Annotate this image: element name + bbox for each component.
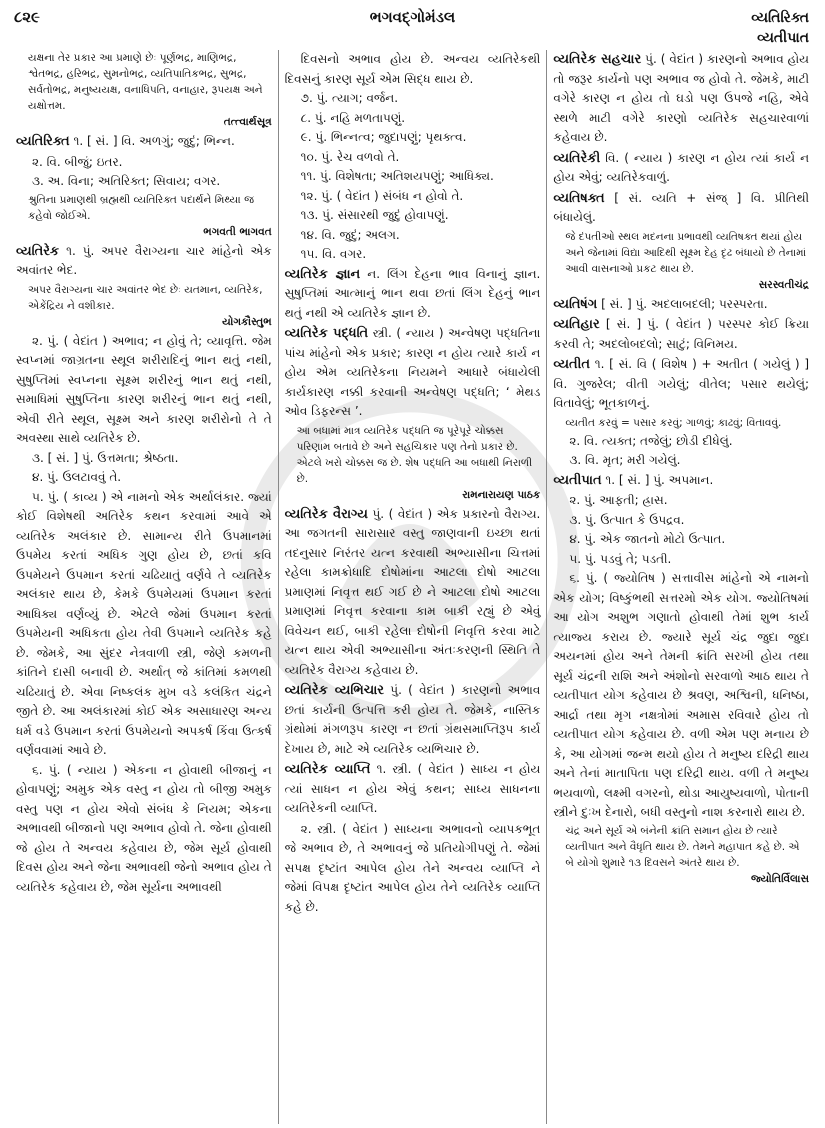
headword: વ્યતિરેક વ્યભિચાર xyxy=(284,683,385,698)
sense-definition: ૨. સ્ત્રી. ( વેદાંત ) સાધ્યના અભાવનો વ્યાપકભૂત જે અભાવ છે, તે અભાવનું જે પ્રતિયોગીપણું તે. જેમાં સપક્ષ દૃષ્ટાંત આપેલ હોય તેને અન્વય વ્યાપ્તિ ને જેમાં વિપક્ષ દૃષ્ટાંત આપેલ હોય તેને વ્યતિરેક વ્યાપ્તિ કહે છે. xyxy=(284,821,541,914)
dictionary-entry xyxy=(553,50,809,148)
definition-text: પું. ( વેદાંત ) કારણનો અભાવ છતાં કાર્યની ઉત્પત્તિ કરી હોય તે. જેમકે, નાસ્તિક ગ્રંથોમાં મંગળરૂપ કારણ ન છતાં ગ્રંથસમાપ્તિરૂપ કાર્ય દેખાય છે, માટે એ વ્યતિરેક વ્યભિચાર છે. xyxy=(284,683,541,756)
definition-text: [ સં. ] પું. ( વેદાંત ) પરસ્પર કોઈ ક્રિયા કરવી તે; અદલોબદલો; સાટું; વિનિમય. xyxy=(553,317,810,351)
definition-text: ૧. પું. અપર વૈરાગ્યના ચાર માંહેનો એક અવાંતર ભેદ. xyxy=(16,243,272,277)
sense-definition: ૧૫. વિ. વગર. xyxy=(300,247,367,261)
column-right xyxy=(546,50,815,1124)
text-columns xyxy=(10,50,815,1124)
sense-definition: ૫. પું. પડવું તે; પડતી. xyxy=(569,551,672,566)
dictionary-entry xyxy=(285,505,541,681)
dictionary-entry xyxy=(16,242,272,281)
headword: વ્યતિરેક વ્યાપ્તિ xyxy=(284,762,371,777)
quotation: ચંદ્ર અને સૂર્ય એ બંનેની ક્રાંતિ સમાન હોય છે ત્યારે વ્યતીપાત અને વૈધૃતિ થાય છે. તેમને મહાપાત કહે છે. એ બે યોગો શુમારે ૧૩ દિવસને અંતરે થાય છે. xyxy=(565,824,800,869)
sense-definition: ૩. અ. વિના; અતિરિક્ત; સિવાય; વગર. xyxy=(32,174,221,188)
headword: વ્યતિરેકી xyxy=(553,150,601,166)
sense-definition: ૨. પું. ( વેદાંત ) અભાવ; ન હોવું તે; વ્યાવૃત્તિ. જેમ સ્વપ્નમાં જાગ્રતના સ્થૂલ શરીરાદિનું ભાન થતું નથી, સુષુપ્તિમાં સ્વપ્નના સૂક્ષ્મ શરીરનું ભાન થતું નથી, સમાધિમાં સુષુપ્તિના કારણ શરીરનું ભાન થતું નથી, એવી રીતે સ્થૂલ, સૂક્ષ્મ અને કારણ શરીરોનો તે તે અવસ્થા સાથે વ્યતિરેક છે. xyxy=(16,333,272,445)
dictionary-entry xyxy=(285,760,541,819)
headword: વ્યતિરેક જ્ઞાન xyxy=(284,266,361,282)
column-middle xyxy=(278,50,547,1124)
page-number: ૮૨૯ xyxy=(14,8,40,26)
guide-words xyxy=(751,8,809,48)
dictionary-entry xyxy=(553,189,809,228)
headword: વ્યતિષંગ xyxy=(553,296,598,312)
sense-definition: દિવસનો અભાવ હોય છે. અન્વય વ્યતિરેકથી દિવસનું કારણ સૂર્ય એમ સિદ્ધ થાય છે. xyxy=(284,52,541,86)
sense-definition: ૧૨. પું. ( વેદાંત ) સંબંધ ન હોવો તે. xyxy=(300,188,464,203)
sense-definition: ૮. પું. નહિ મળતાપણું. xyxy=(300,110,406,125)
definition-text: ૧. સ્ત્રી. ( વેદાંત ) સાધ્ય ન હોય ત્યાં સાધન ન હોય એવું કથન; સાધ્ય સાધનના વ્યતિરેકની વ્યાપ્તિ. xyxy=(284,762,541,815)
headword: વ્યતિરેક પદ્ધતિ xyxy=(284,326,369,341)
quotation: યક્ષના તેર પ્રકાર આ પ્રમાણે છેઃ પૂર્ણભદ્ર, માણિભદ્ર, શ્વેતભદ્ર, હરિભદ્ર, સુમનોભદ્ર, વ્યતિપાતિકભદ્ર, સુભદ્ર, સર્વતોભદ્ર, મનુષ્યયક્ષ, વનાધિપતિ, વનાહાર, રૂપયક્ષ અને યક્ષોત્તમ. xyxy=(28,52,263,112)
definition-text: ન. લિંગ દેહના ભાવ વિનાનું જ્ઞાન. સુષુપ્તિમાં આત્માનું ભાન થવા છતાં લિંગ દેહનું ભાન થતું નથી એ વ્યતિરેક જ્ઞાન છે. xyxy=(284,266,541,320)
definition-text: [ સં. ] પું. અદલાબદલી; પરસ્પરતા. xyxy=(601,296,768,311)
quotation: જે દંપતીઓ સ્થલ મદનના પ્રભાવથી વ્યતિષક્ત થયાં હોય અને જેનામાં વિદ્યા આદિથી સૂક્ષ્મ દેહ દૃઢ બંધાયો છે તેનામાં આવી વાસનાઓ પ્રકટ થાય છે. xyxy=(565,230,807,275)
quotation-source: ભગવતી ભાગવત xyxy=(203,225,272,238)
quotation: વ્યતીત કરવું = પસાર કરવું; ગાળવું; કાઢવું; વિતાવવું. xyxy=(565,416,782,429)
dictionary-entry xyxy=(553,149,809,188)
dictionary-entry xyxy=(553,355,809,414)
quotation: અપર વૈરાગ્યના ચાર અવાંતર ભેદ છેઃ યતમાન, વ્યતિરેક, એકેંદ્રિય ને વશીકાર. xyxy=(28,283,263,312)
quotation: શ્રુતિના પ્રમાણથી બ્રહ્મથી વ્યતિરિક્ત પદાર્થને મિથ્યા જ કહેવો જોઈએ. xyxy=(28,193,255,222)
definition-text: પું. ( વેદાંત ) એક પ્રકારનો વૈરાગ્ય. આ જગતની સારાસાર વસ્તુ જાણવાની ઇચ્છા થતાં તદનુસાર નિરંતર યત્ન કરવાથી અભ્યાસીના ચિત્તમાં રહેલા કામક્રોધાદિ દોષોમાંના આટલા દોષો આટલા પ્રમાણમાં નિવૃત્ત થઈ ગઈ છે ને આટલા દોષો આટલા પ્રમાણમાં નિવૃત્ત કરવાના કામ બાકી રહ્યું છે એવું વિવેચન થઈ, બાકી રહેલા દોષોની નિવૃત્તિ કરવા માટે યત્ન થાય એવી અભ્યાસીના અંતઃકરણની સ્થિતિ તે વ્યતિરેક વૈરાગ્ય કહેવાય છે. xyxy=(284,506,541,677)
sense-definition: ૩. વિ. મૃત; મરી ગયેલું. xyxy=(569,453,681,467)
quotation-source: યોગકૌસ્તુભ xyxy=(222,315,272,328)
sense-definition: ૩. [ સં. ] પું. ઉત્તમતા; શ્રેષ્ઠતા. xyxy=(32,450,179,465)
page-header xyxy=(10,6,815,50)
headword: વ્યતિરેક xyxy=(16,243,60,259)
quotation-source: રામનારાયણ પાઠક xyxy=(462,488,541,501)
dictionary-entry xyxy=(285,324,541,422)
sense-definition: ૨. વિ. ત્યક્ત; તજેલું; છોડી દીધેલું. xyxy=(569,433,733,448)
sense-definition: ૨. વિ. બીજું; ઇતર. xyxy=(32,154,123,169)
sense-definition: ૪. પું. ઉલટાવવું તે. xyxy=(32,470,122,484)
headword: વ્યતિરેક સહચાર xyxy=(553,52,642,67)
quotation-source: તત્ત્વાર્થસૂત્ર xyxy=(223,116,272,128)
dictionary-entry xyxy=(553,471,809,491)
sense-definition: ૧૪. વિ. જુદું; અલગ. xyxy=(300,227,400,242)
definition-text: પું. ( વેદાંત ) કારણનો અભાવ હોય તો જરૂર કાર્યનો પણ અભાવ જ હોવો તે. જેમકે, માટી વગેરે કારણ ન હોય તો ઘડો પણ ઉપજે નહિ, એવે સ્થળે માટી વગેરે કારણો વ્યતિરેક સહચારવાળાં કહેવાય છે. xyxy=(553,52,810,144)
headword: વ્યતિહાર xyxy=(553,317,600,332)
definition-text: ૧. [ સં. વિ ( વિશેષ ) + અતીત ( ગયેલું ) ] વિ. ગુજરેલ; વીતી ગયેલું; વીતેલ; પસાર થયેલું; વિતાવેલું; ભૂતકાળનું. xyxy=(553,357,810,410)
definition-text: [ સં. વ્યતિ + સંજ્ ] વિ. પ્રીતિથી બંધાયેલું. xyxy=(553,190,810,224)
definition-text: ૧. [ સં. ] વિ. અળગું; જુદું; ભિન્ન. xyxy=(73,134,235,148)
definition-text: સ્ત્રી. ( ન્યાય ) અન્વેષણ પદ્ધતિના પાંચ માંહેનો એક પ્રકાર; કારણ ન હોય ત્યારે કાર્ય ન હોય એમ વ્યતિરેકના નિયમને આધારે બંધાયેલી કાર્યકારણ નક્કી કરવાની અન્વેષણ પદ્ધતિ; ‘ મેથડ ઓવ ડિફરન્સ ’. xyxy=(284,326,541,418)
dictionary-entry xyxy=(285,681,541,759)
definition-text: ૧. [ સં. ] પું. અપમાન. xyxy=(605,472,714,487)
definition-text: વિ. ( ન્યાય ) કારણ ન હોય ત્યાં કાર્ય ન હોય એવું; વ્યતિરેકવાળું. xyxy=(553,150,810,184)
sense-definition: ૪. પું. એક જાતનો મોટો ઉત્પાત. xyxy=(569,532,726,546)
sense-definition: ૧૦. પું. રેચ વળવો તે. xyxy=(300,149,400,164)
sense-definition: ૫. પું. ( કાવ્ય ) એ નામનો એક અર્થાલંકાર. જ્યાં કોઈ વિશેષથી અતિરેક કથન કરવામાં આવે એ વ્યતિરેક અલંકાર છે. સામાન્ય રીતે ઉપમાનમાં ઉપમેય કરતાં અધિક ગુણ હોય છે, છતાં કવિ ઉપમેયને ઉપમાન કરતાં ચઢિયાતું વર્ણવે તે વ્યતિરેક અલંકાર થાય છે, કેમકે ઉપમેયમાં ઉપમાન કરતાં આધિક્ય વર્ણવ્યું છે. એટલે જેમાં ઉપમાન કરતાં ઉપમેયની અધિકતા હોય તેવી ઉપમાને વ્યતિરેક કહે છે. જેમકે, આ સુંદર નેત્રવાળી સ્ત્રી, જેણે કમળની કાંતિને દાસી બનાવી છે. અર્થાત્ જે કાંતિમાં કમળથી ચઢિયાતું છે. એવા નિષ્કલંક મુખ વડે કલંકિત ચંદ્રને જીતે છે. આ અલંકારમાં કોઈ એક અસાધારણ અન્ય ધર્મ વડે ઉપમાન કરતાં ઉપમેયનો અપકર્ષ કિંવા ઉત્કર્ષ વર્ણવવામાં આવે છે. xyxy=(16,489,272,757)
quotation-source: સરસ્વતીચંદ્ર xyxy=(758,278,810,291)
dictionary-entry xyxy=(285,265,541,324)
book-title: ભગવદ્ગોમંડલ xyxy=(369,8,456,26)
dictionary-entry xyxy=(553,315,809,354)
headword: વ્યતિરિક્ત xyxy=(16,134,70,149)
headword: વ્યતીત xyxy=(553,357,590,372)
sense-definition: ૭. પું. ત્યાગ; વર્જન. xyxy=(300,91,399,105)
headword: વ્યતિષક્ત xyxy=(553,190,605,206)
sense-definition: ૬. પું. ( જ્યોતિષ ) સત્તાવીસ માંહેનો એ નામનો એક યોગ; વિષ્કુંભથી સત્તરમો એક યોગ. જ્યોતિષમાં આ યોગ અશુભ ગણાતો હોવાથી તેમાં શુભ કાર્ય ત્યાજ્ય કરાય છે. જ્યારે સૂર્ય ચંદ્ર જુદા જુદા અયનમાં હોય અને તેમની ક્રાંતિ સરખી હોય તથા સૂર્ય ચંદ્રની રાશિ અને અંશોનો સરવાળો આઠ થાય તે વ્યતીપાત યોગ કહેવાય છે શ્રવણ, અશ્વિની, ધનિષ્ઠા, આર્દ્રા તથા મૃગ નક્ષત્રોમાં અમાસ રવિવારે હોય તો વ્યતીપાત યોગ કહેવાય છે. વળી એમ પણ મનાય છે કે, આ યોગમાં જન્મ થયો હોય તે મનુષ્ય દરિદ્રી થાય અને તેનાં માતાપિતા પણ દરિદ્રી થાય. વળી તે મનુષ્ય ભયવાળો, લક્ષ્મી વગરનો, થોડા આયુષ્યવાળો, પોતાની સ્ત્રીને દુઃખ દેનારો, બધી વસ્તુનો નાશ કરનારો થાય છે. xyxy=(553,571,810,819)
headword: વ્યતીપાત xyxy=(553,472,602,488)
quotation: આ બધામાં માત્ર વ્યતિરેક પદ્ધતિ જ પૂરેપૂરે ચોક્કસ પરિણામ બતાવે છે અને સહચિકાર પણ તેનો પ્રકાર છે. એટલે ખરો ચોક્કસ જ છે. શેષ પદ્ધતિ આ બધાથી નિરાળી છે. xyxy=(296,424,533,485)
guide-word-first: વ્યતિરિક્ત xyxy=(751,10,809,26)
headword: વ્યતિરેક વૈરાગ્ય xyxy=(284,506,368,522)
dictionary-entry xyxy=(553,295,809,315)
dictionary-entry xyxy=(16,132,272,152)
sense-definition: ૨. પું. આફતી; હ્રાસ. xyxy=(569,493,668,507)
sense-definition: ૯. પું. ભિન્નત્વ; જુદાપણું; પૃથક્ત્વ. xyxy=(300,130,467,144)
quotation-source: જ્યોતિર્વિલાસ xyxy=(751,872,810,885)
sense-definition: ૩. પું. ઉત્પાત કે ઉપદ્રવ. xyxy=(569,512,685,527)
sense-definition: ૧૩. પું. સંસારથી જુદું હોવાપણું. xyxy=(300,208,449,222)
sense-definition: ૧૧. પું. વિશેષતા; અતિશયપણું; આધિક્ય. xyxy=(300,169,494,183)
column-left xyxy=(10,50,278,1124)
guide-word-last: વ્યતીપાત xyxy=(757,30,809,46)
sense-definition: ૬. પું. ( ન્યાય ) એકના ન હોવાથી બીજાનું ન હોવાપણું; અમુક એક વસ્તુ ન હોય તો બીજી અમુક વસ્તુ પણ ન હોય એવો સંબંધ કે નિયમ; એકના અભાવથી બીજાનો પણ અભાવ હોવો તે. જેના હોવાથી જે હોય તે અન્વય કહેવાય છે, જેમ સૂર્ય હોવાથી દિવસ હોય અને જેના અભાવથી જેનો અભાવ હોય તે વ્યતિરેક કહેવાય છે, જેમ સૂર્યના અભાવથી xyxy=(16,762,272,894)
